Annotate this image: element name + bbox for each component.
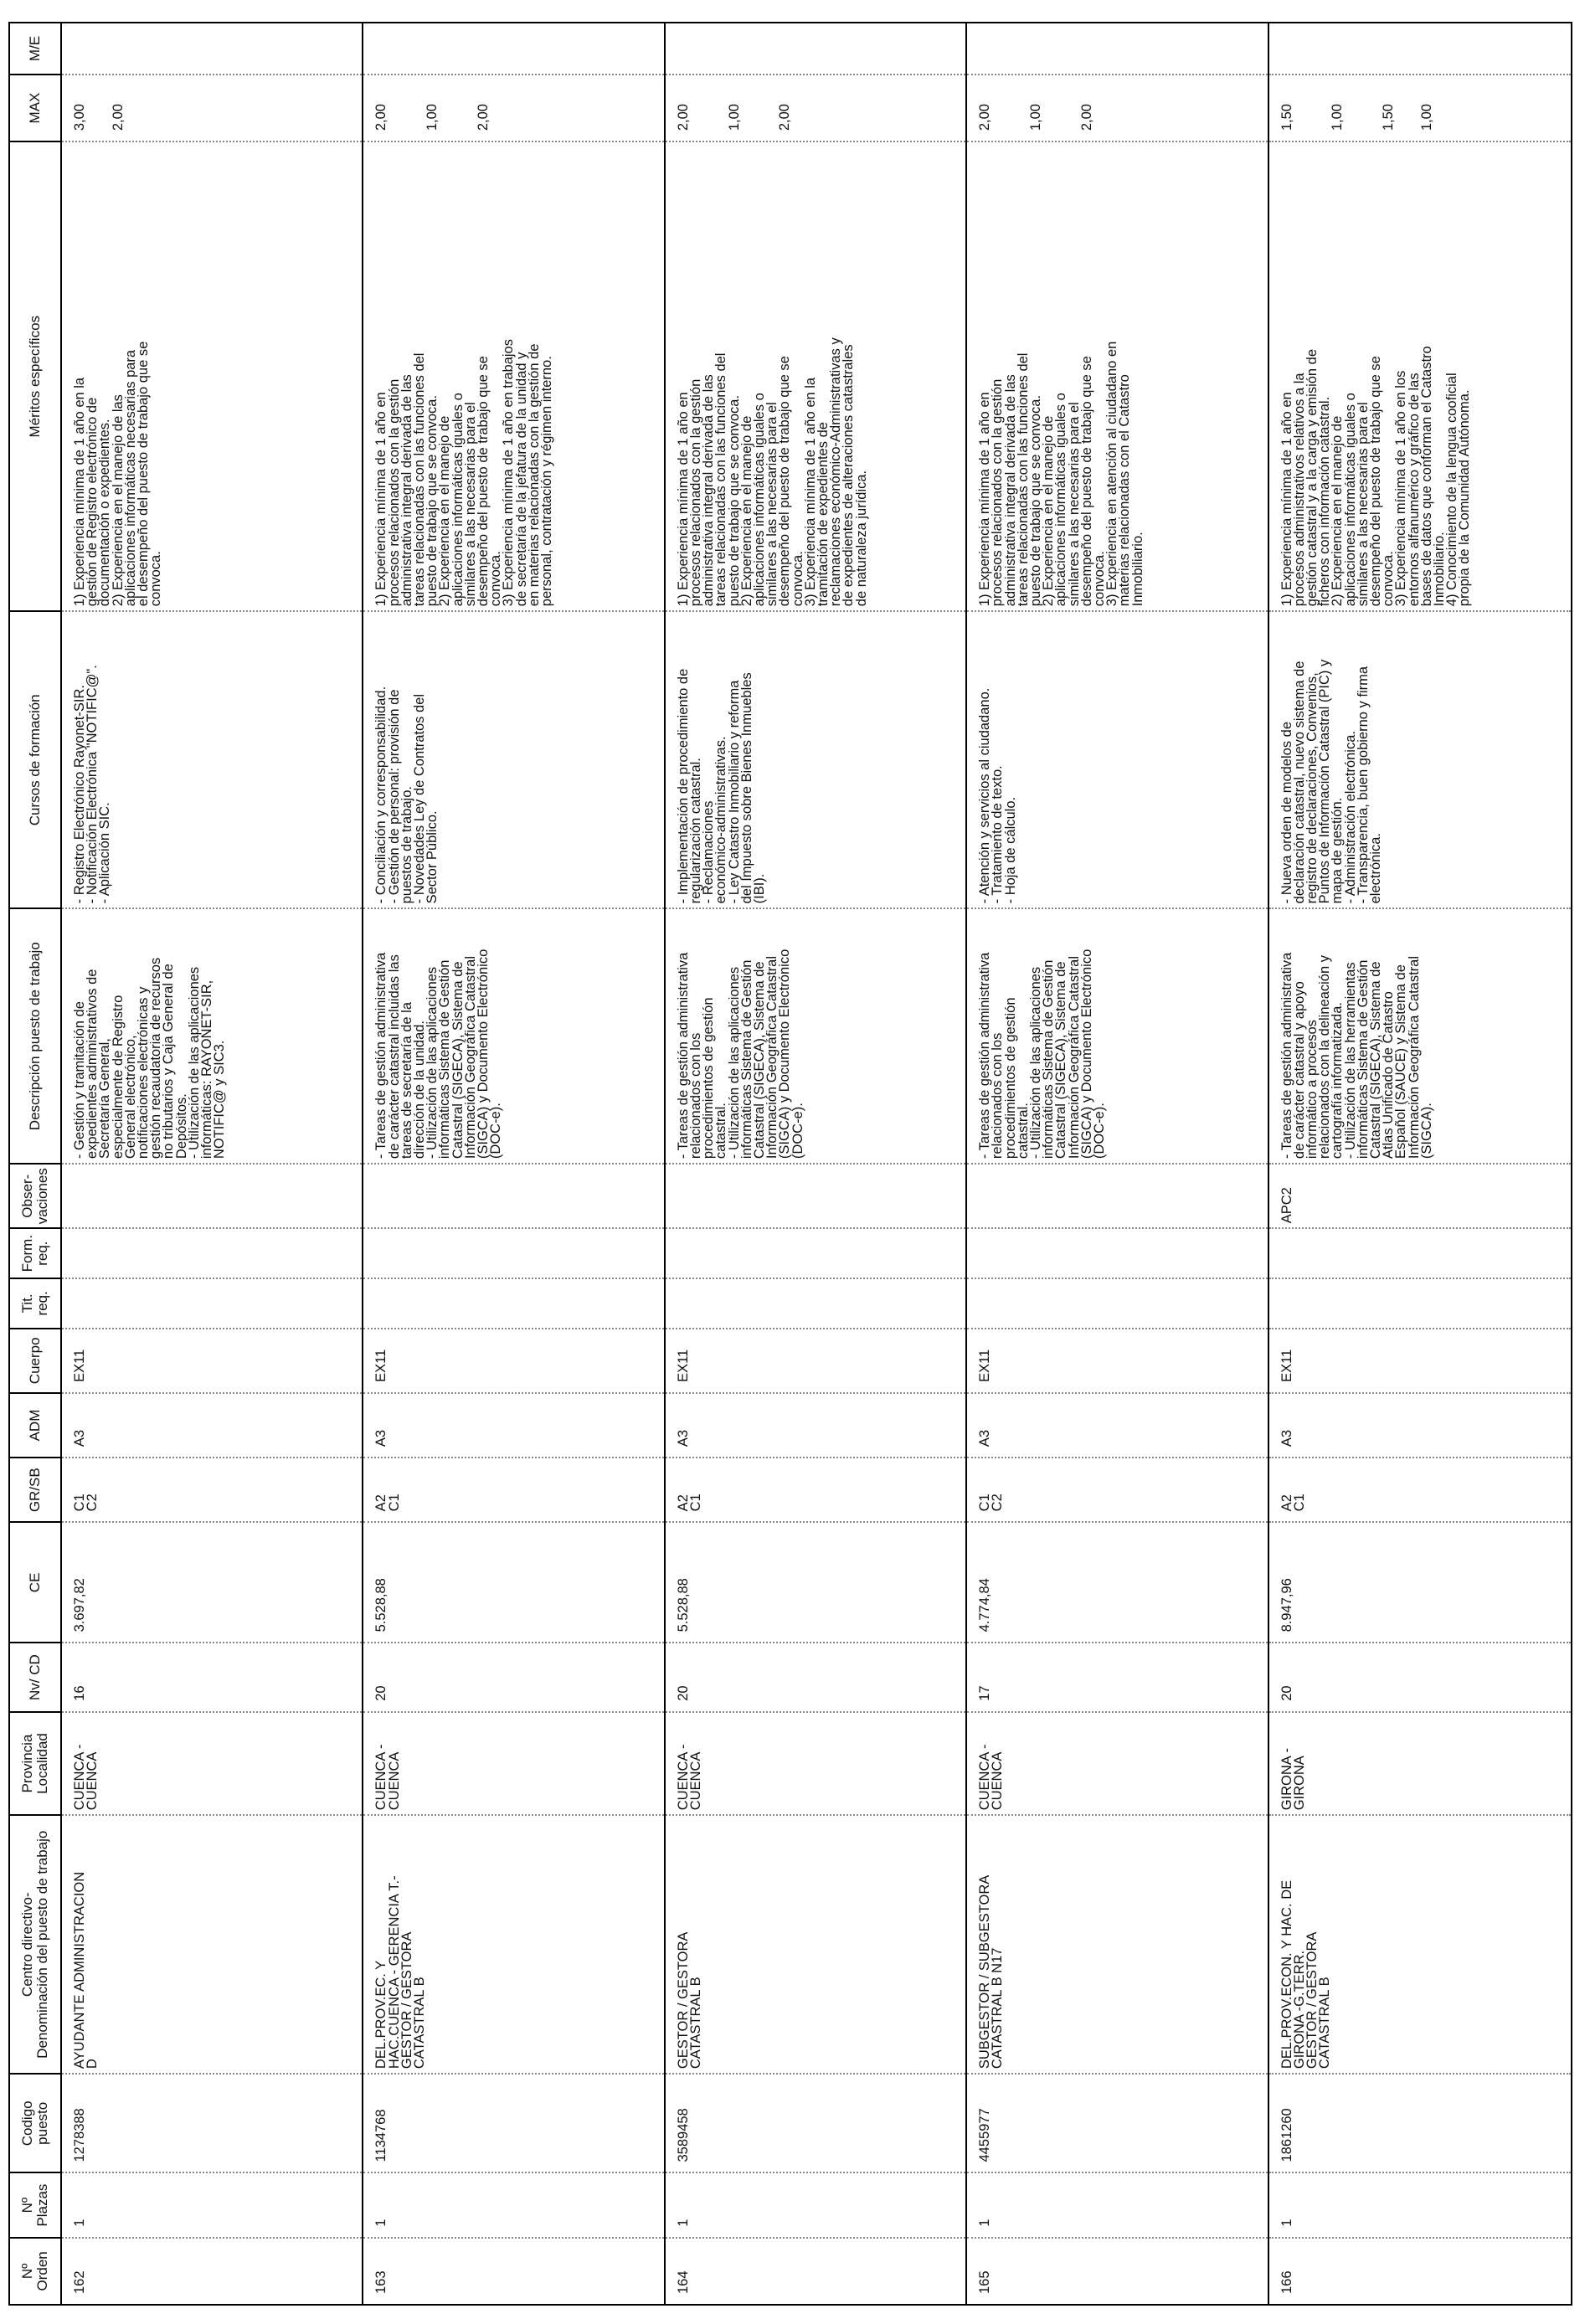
cell-formacion — [363, 1228, 664, 1278]
cell-observaciones — [363, 1164, 664, 1228]
cell-adm: A3 — [966, 1393, 1268, 1458]
cell-ce: 5.528,88 — [363, 1522, 664, 1643]
cell-descripcion: - Tareas de gestión administrativa de carácter catastral y apoyo informático a procesos relacionados con la delineación y cartografía informatizada. - Utilización de las herramientas informáticas Sistema de Gestión Catastral (SIGECA), Sistema de Atlas Unificado de Catastro Español (SAUCE) y Sistema de Información Geográfica Catastral (SIGCA). — [1268, 908, 1572, 1164]
header-cuerpo: Cuerpo — [9, 1329, 61, 1393]
cell-meritos: 1) Experiencia mínima de 1 año en procesos administrativos relativos a la gestión catastral y a la carga y emisión de ficheros con información catastral. 2) Experiencia en el manejo de aplicaciones informáticas iguales o similares a las necesarias para el desempeño del puesto de trabajo que se convoca. 3) Experiencia mínima de 1 año en los entornos alfanumérico y gráfico de las bases de datos que conforman el Catastro Inmobiliario. 4) Conocimiento de la lengua cooficial propia de la Comunidad Autónoma. — [1268, 141, 1572, 611]
cell-cursos: - Registro Electrónico Rayonet-SIR. - Notificación Electrónica "NOTIFIC@". - Aplicación SIC. — [61, 611, 363, 908]
cell-ce: 3.697,82 — [61, 1522, 363, 1643]
cell-cursos: - Atención y servicios al ciudadano. - Tratamiento de texto. - Hoja de cálculo. — [966, 611, 1268, 908]
cell-grupo: C1 C2 — [966, 1458, 1268, 1522]
cell-plazas: 1 — [363, 2173, 664, 2238]
cell-cursos: - Implementación de procedimiento de regularización catastral. - Reclamaciones económico-administrativas. - Ley Catastro Inmobiliario y reforma del Impuesto sobre Bienes Inmuebles (IBI). — [665, 611, 966, 908]
cell-titulacion — [363, 1278, 664, 1329]
cell-me — [1268, 23, 1572, 75]
cell-formacion — [61, 1228, 363, 1278]
header-cursos: Cursos de formación — [9, 611, 61, 908]
header-adm: ADM — [9, 1393, 61, 1458]
cell-descripcion: - Tareas de gestión administrativa relacionados con los procedimientos de gestión catastral. - Utilización de las aplicaciones informáticas Sistema de Gestión Catastral (SIGECA), Sistema de Información Geográfica Catastral (SIGCA) y Documento Electrónico (DOC-e). — [665, 908, 966, 1164]
header-codigo: Codigo puesto — [9, 2074, 61, 2172]
cell-me — [363, 23, 664, 75]
cell-titulacion — [1268, 1278, 1572, 1329]
header-titulacion: Tit. req. — [9, 1278, 61, 1329]
cell-observaciones — [665, 1164, 966, 1228]
cell-plazas: 1 — [966, 2173, 1268, 2238]
header-max: MAX — [9, 75, 61, 141]
cell-nivel: 17 — [966, 1643, 1268, 1711]
header-observaciones: Obser-vaciones — [9, 1164, 61, 1228]
cell-grupo: A2 C1 — [665, 1458, 966, 1522]
cell-provincia: CUENCA - CUENCA — [363, 1712, 664, 1816]
header-descripcion: Descripción puesto de trabajo — [9, 908, 61, 1164]
cell-titulacion — [966, 1278, 1268, 1329]
cell-max: 2,00 1,00 2,00 — [966, 75, 1268, 141]
cell-adm: A3 — [665, 1393, 966, 1458]
cell-me — [61, 23, 363, 75]
cell-descripcion: - Gestión y tramitación de expedientes administrativos de Secretaría General, especialmente de Registro General electrónico, notificaciones electrónicas y gestión recaudatoria de recursos no tributarios y Caja General de Depósitos. - Utilización de las aplicaciones informáticas: RAYONET-SIR, NOTIFIC@ y SIC3. — [61, 908, 363, 1164]
cell-max: 3,00 2,00 — [61, 75, 363, 141]
cell-cursos: - Nueva orden de modelos de declaración catastral, nuevo sistema de registro de declaraciones, Convenios, Puntos de Información Catastral (PIC) y mapa de gestión. - Administración electrónica. - Transparencia, buen gobierno y firma electrónica. — [1268, 611, 1572, 908]
table-row — [61, 23, 363, 2305]
cell-orden: 164 — [665, 2238, 966, 2305]
cell-centro: DEL.PROV.ECON. Y HAC. DE GIRONA -G.TERR. GESTOR / GESTORA CATASTRAL B — [1268, 1815, 1572, 2074]
cell-nivel: 16 — [61, 1643, 363, 1711]
cell-cuerpo: EX11 — [966, 1329, 1268, 1393]
header-plazas: Nº Plazas — [9, 2173, 61, 2238]
cell-plazas: 1 — [61, 2173, 363, 2238]
cell-observaciones — [61, 1164, 363, 1228]
job-positions-table — [8, 22, 1572, 2306]
table-row — [363, 23, 664, 2305]
header-orden: Nº Orden — [9, 2238, 61, 2305]
header-grupo: GR/SB — [9, 1458, 61, 1522]
cell-centro: AYUDANTE ADMINISTRACION D — [61, 1815, 363, 2074]
cell-provincia: CUENCA - CUENCA — [61, 1712, 363, 1816]
cell-me — [966, 23, 1268, 75]
cell-meritos: 1) Experiencia mínima de 1 año en procesos relacionados con la gestión administrativa integral derivada de las tareas relacionadas con las funciones del puesto de trabajo que se convoca. 2) Experiencia en el manejo de aplicaciones informáticas iguales o similares a las necesarias para el desempeño del puesto de trabajo que se convoca. 3) Experiencia mínima de 1 año en la tramitación de expedientes de reclamaciones económico-Administrativas y de expedientes de alteraciones catastrales de naturaleza jurídica. — [665, 141, 966, 611]
cell-observaciones — [966, 1164, 1268, 1228]
cell-max: 1,50 1,00 1,50 1,00 — [1268, 75, 1572, 141]
cell-grupo: C1 C2 — [61, 1458, 363, 1522]
cell-plazas: 1 — [665, 2173, 966, 2238]
cell-nivel: 20 — [363, 1643, 664, 1711]
cell-cuerpo: EX11 — [1268, 1329, 1572, 1393]
cell-codigo: 1134768 — [363, 2074, 664, 2172]
cell-formacion — [1268, 1228, 1572, 1278]
cell-orden: 166 — [1268, 2238, 1572, 2305]
cell-ce: 4.774,84 — [966, 1522, 1268, 1643]
cell-nivel: 20 — [665, 1643, 966, 1711]
header-row — [9, 23, 61, 2305]
cell-ce: 5.528,88 — [665, 1522, 966, 1643]
cell-adm: A3 — [1268, 1393, 1572, 1458]
cell-codigo: 4455977 — [966, 2074, 1268, 2172]
cell-grupo: A2 C1 — [1268, 1458, 1572, 1522]
cell-orden: 165 — [966, 2238, 1268, 2305]
header-nivel: Nv/ CD — [9, 1643, 61, 1711]
cell-max: 2,00 1,00 2,00 — [363, 75, 664, 141]
cell-provincia: GIRONA - GIRONA — [1268, 1712, 1572, 1816]
header-provincia: Provincia Localidad — [9, 1712, 61, 1816]
cell-meritos: 1) Experiencia mínima de 1 año en procesos relacionados con la gestión administrativa integral derivada de las tareas relacionadas con las funciones del puesto de trabajo que se convoca. 2) Experiencia en el manejo de aplicaciones informáticas iguales o similares a las necesarias para el desempeño del puesto de trabajo que se convoca. 3) Experiencia mínima de 1 año en trabajos de secretaría de la jefatura de la unidad y en materias relacionadas con la gestión de personal, contratación y régimen interno. — [363, 141, 664, 611]
cell-plazas: 1 — [1268, 2173, 1572, 2238]
cell-orden: 163 — [363, 2238, 664, 2305]
cell-titulacion — [61, 1278, 363, 1329]
cell-adm: A3 — [61, 1393, 363, 1458]
cell-orden: 162 — [61, 2238, 363, 2305]
cell-ce: 8.947,96 — [1268, 1522, 1572, 1643]
cell-adm: A3 — [363, 1393, 664, 1458]
cell-formacion — [966, 1228, 1268, 1278]
cell-meritos: 1) Experiencia mínima de 1 año en procesos relacionados con la gestión administrativa integral derivada de las tareas relacionadas con las funciones del puesto de trabajo que se convoca. 2) Experiencia en el manejo de aplicaciones informáticas iguales o similares a las necesarias para el desempeño del puesto de trabajo que se convoca. 3) Experiencia en atención al ciudadano en materias relacionadas con el Catastro Inmobiliario. — [966, 141, 1268, 611]
cell-titulacion — [665, 1278, 966, 1329]
cell-formacion — [665, 1228, 966, 1278]
header-formacion: Form. req. — [9, 1228, 61, 1278]
cell-provincia: CUENCA - CUENCA — [665, 1712, 966, 1816]
cell-codigo: 1278388 — [61, 2074, 363, 2172]
cell-centro: DEL.PROV.EC. Y HAC.CUENCA - GERENCIA T.- GESTOR / GESTORA CATASTRAL B — [363, 1815, 664, 2074]
header-centro: Centro directivo- Denominación del puesto de trabajo — [9, 1815, 61, 2074]
cell-me — [665, 23, 966, 75]
cell-cursos: - Conciliación y corresponsabilidad. - Gestión de personal: provisión de puestos de trabajo. - Novedades Ley de Contratos del Sector Público. — [363, 611, 664, 908]
cell-meritos: 1) Experiencia mínima de 1 año en la gestión de Registro electrónico de documentación o expedientes. 2) Experiencia en el manejo de las aplicaciones informáticas necesarias para el desempeño del puesto de trabajo que se convoca. — [61, 141, 363, 611]
cell-descripcion: - Tareas de gestión administrativa relacionados con los procedimientos de gestión catastral. - Utilización de las aplicaciones informáticas Sistema de Gestión Catastral (SIGECA), Sistema de Información Geográfica Catastral (SIGCA) y Documento Electrónico (DOC-e). — [966, 908, 1268, 1164]
header-meritos: Méritos específicos — [9, 141, 61, 611]
cell-centro: GESTOR / GESTORA CATASTRAL B — [665, 1815, 966, 2074]
cell-descripcion: - Tareas de gestión administrativa de carácter catastral incluidas las tareas de secretaría de la dirección de la unidad. - Utilización de las aplicaciones informáticas Sistema de Gestión Catastral (SIGECA), Sistema de Información Geográfica Catastral (SIGCA) y Documento Electrónico (DOC-e). — [363, 908, 664, 1164]
cell-observaciones: APC2 — [1268, 1164, 1572, 1228]
table-row — [966, 23, 1268, 2305]
header-me: M/E — [9, 23, 61, 75]
cell-codigo: 3589458 — [665, 2074, 966, 2172]
cell-grupo: A2 C1 — [363, 1458, 664, 1522]
header-ce: CE — [9, 1522, 61, 1643]
table-row — [1268, 23, 1572, 2305]
cell-provincia: CUENCA - CUENCA — [966, 1712, 1268, 1816]
cell-codigo: 1861260 — [1268, 2074, 1572, 2172]
cell-nivel: 20 — [1268, 1643, 1572, 1711]
cell-cuerpo: EX11 — [61, 1329, 363, 1393]
cell-cuerpo: EX11 — [665, 1329, 966, 1393]
cell-centro: SUBGESTOR / SUBGESTORA CATASTRAL B N17 — [966, 1815, 1268, 2074]
cell-cuerpo: EX11 — [363, 1329, 664, 1393]
table-row — [665, 23, 966, 2305]
cell-max: 2,00 1,00 2,00 — [665, 75, 966, 141]
